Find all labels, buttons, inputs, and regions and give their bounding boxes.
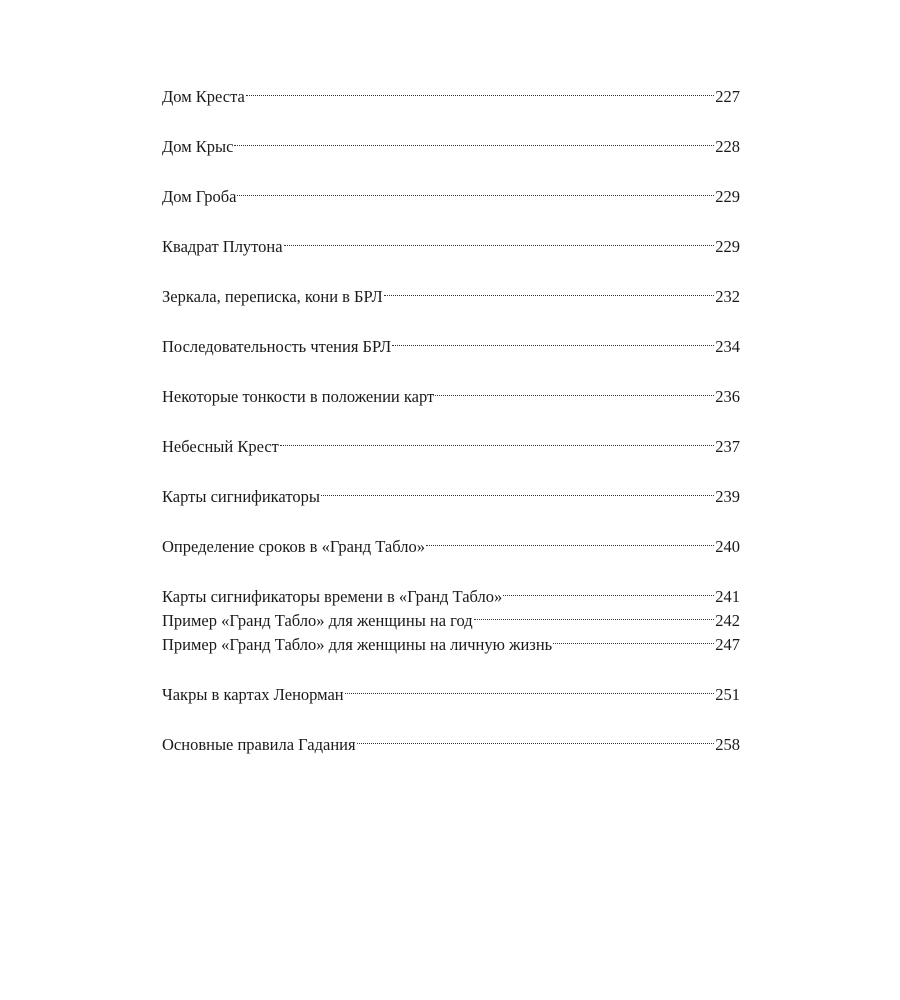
toc-entry[interactable] (162, 228, 740, 256)
dot-leader (246, 78, 714, 102)
toc-entry-title: Последовательность чтения БРЛ (162, 337, 392, 356)
dot-leader (237, 178, 714, 202)
toc-entry-page: 236 (715, 387, 740, 406)
toc-entry-title: Карты сигнификаторы времени в «Гранд Табло» (162, 587, 503, 606)
toc-entry-page: 227 (715, 87, 740, 106)
toc-entry[interactable] (162, 528, 740, 556)
toc-entry[interactable] (162, 128, 740, 156)
toc-entry-page: 232 (715, 287, 740, 306)
toc-entry[interactable] (162, 328, 740, 356)
dot-leader (321, 478, 714, 502)
dot-leader (553, 626, 714, 650)
toc-entry[interactable] (162, 676, 740, 704)
toc-entry[interactable] (162, 428, 740, 456)
toc-entry-title: Определение сроков в «Гранд Табло» (162, 537, 425, 556)
dot-leader (280, 428, 714, 452)
toc-entry-page: 237 (715, 437, 740, 456)
table-of-contents (162, 78, 740, 754)
toc-entry-page: 242 (715, 611, 740, 630)
dot-leader (345, 676, 715, 700)
toc-entry[interactable] (162, 726, 740, 754)
dot-leader (474, 602, 715, 626)
dot-leader (284, 228, 715, 252)
toc-entry-title: Чакры в картах Ленорман (162, 685, 344, 704)
toc-entry-title: Пример «Гранд Табло» для женщины на год (162, 611, 473, 630)
dot-leader (357, 726, 715, 750)
toc-entry[interactable] (162, 278, 740, 306)
toc-entry-title: Дом Гроба (162, 187, 237, 206)
toc-entry-title: Квадрат Плутона (162, 237, 283, 256)
toc-entry-page: 241 (715, 587, 740, 606)
toc-entry-page: 229 (715, 237, 740, 256)
dot-leader (234, 128, 714, 152)
toc-entry-title: Дом Крыс (162, 137, 234, 156)
toc-entry-title: Пример «Гранд Табло» для женщины на личную жизнь (162, 635, 553, 654)
toc-entry[interactable] (162, 578, 740, 606)
toc-entry-title: Основные правила Гадания (162, 735, 356, 754)
dot-leader (384, 278, 715, 302)
dot-leader (503, 578, 714, 602)
toc-entry[interactable] (162, 78, 740, 106)
toc-entry-page: 247 (715, 635, 740, 654)
toc-entry-page: 229 (715, 187, 740, 206)
toc-entry-title: Зеркала, переписка, кони в БРЛ (162, 287, 383, 306)
toc-entry-page: 228 (715, 137, 740, 156)
toc-entry-page: 258 (715, 735, 740, 754)
toc-entry-page: 251 (715, 685, 740, 704)
toc-entry-title: Некоторые тонкости в положении карт (162, 387, 435, 406)
dot-leader (392, 328, 714, 352)
dot-leader (435, 378, 714, 402)
toc-entry[interactable] (162, 178, 740, 206)
toc-entry-page: 240 (715, 537, 740, 556)
toc-entry[interactable] (162, 378, 740, 406)
toc-entry-title: Небесный Крест (162, 437, 279, 456)
toc-entry-title: Карты сигнификаторы (162, 487, 320, 506)
toc-entry-page: 234 (715, 337, 740, 356)
toc-entry-title: Дом Креста (162, 87, 245, 106)
dot-leader (426, 528, 714, 552)
toc-entry-page: 239 (715, 487, 740, 506)
toc-entry[interactable] (162, 478, 740, 506)
